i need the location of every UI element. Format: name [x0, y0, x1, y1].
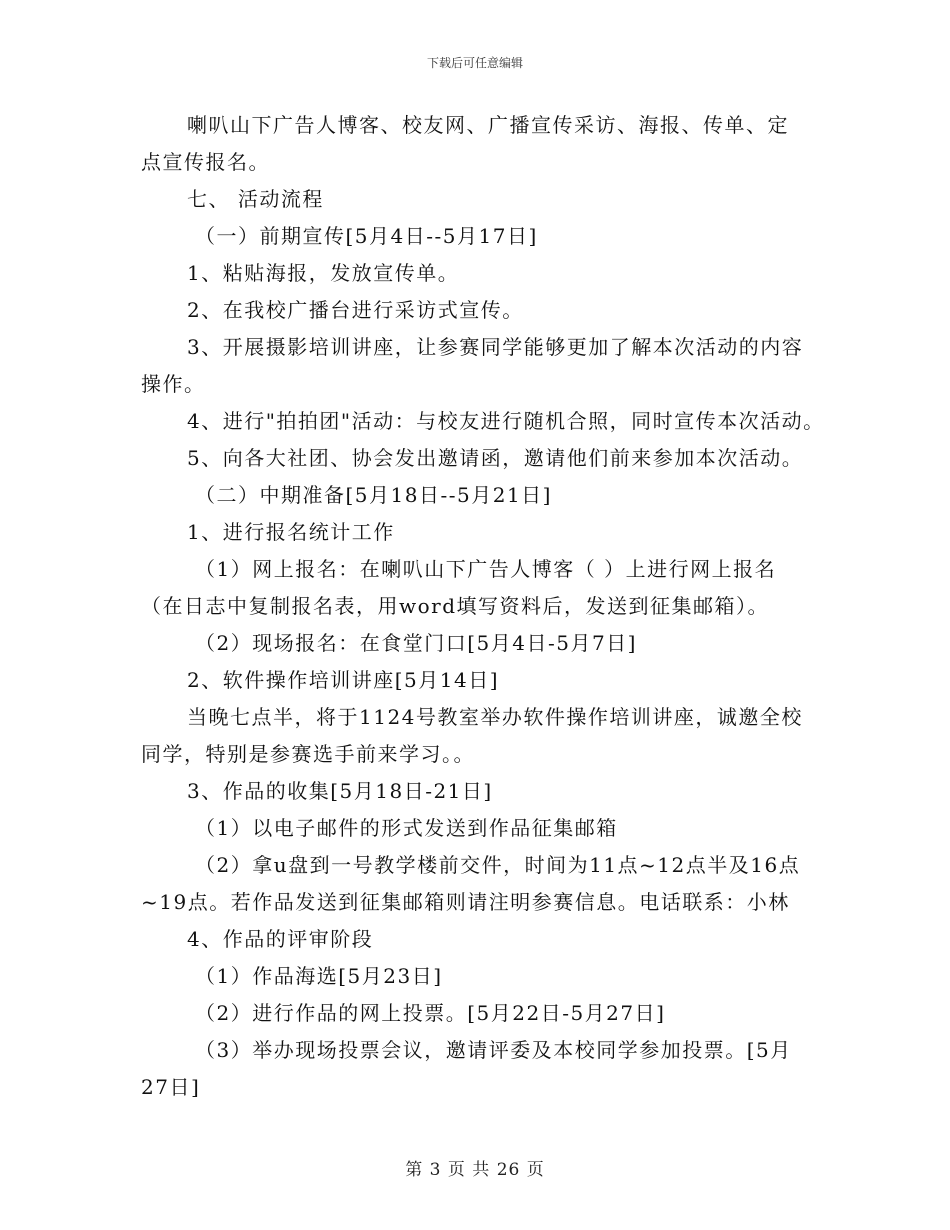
paragraph-line: 操作。 — [141, 372, 206, 396]
section-heading: 七、 活动流程 — [187, 187, 324, 211]
document-body — [141, 107, 841, 1106]
list-item: 2、软件操作培训讲座[5月14日] — [187, 668, 500, 692]
page-header: 下载后可任意编辑 — [426, 56, 523, 70]
list-item: 3、作品的收集[5月18日-21日] — [187, 779, 493, 803]
sub-list-item: （2）拿u盘到一号教学楼前交件，时间为11点~12点半及16点 — [195, 853, 801, 877]
sub-list-item: （3）举办现场投票会议，邀请评委及本校同学参加投票。[5月 — [195, 1038, 792, 1062]
list-item: 2、在我校广播台进行采访式宣传。 — [187, 298, 524, 322]
page-footer: 第 3 页 共 26 页 — [405, 1160, 545, 1180]
paragraph-line: 当晚七点半，将于1124号教室举办软件操作培训讲座，诚邀全校 — [187, 705, 803, 729]
list-item: 4、进行"拍拍团"活动：与校友进行随机合照，同时宣传本次活动。 — [187, 409, 825, 433]
list-item: 1、进行报名统计工作 — [187, 520, 395, 544]
list-item: 5、向各大社团、协会发出邀请函，邀请他们前来参加本次活动。 — [187, 446, 804, 470]
sub-list-item: （1）作品海选[5月23日] — [195, 964, 443, 988]
list-item: 3、开展摄影培训讲座，让参赛同学能够更加了解本次活动的内容 — [187, 335, 804, 359]
paragraph-line: 同学，特别是参赛选手前来学习。。 — [141, 742, 475, 766]
sub-list-item: （2）进行作品的网上投票。[5月22日-5月27日] — [195, 1001, 666, 1025]
paragraph-line: 27日] — [141, 1075, 201, 1099]
paragraph-line: 喇叭山下广告人博客、校友网、广播宣传采访、海报、传单、定 — [187, 113, 789, 137]
list-item: 4、作品的评审阶段 — [187, 927, 374, 951]
subsection-heading: （一）前期宣传[5月4日--5月17日] — [195, 224, 538, 248]
paragraph-line: ~19点。若作品发送到征集邮箱则请注明参赛信息。电话联系：小林 — [141, 890, 790, 914]
subsection-heading: （二）中期准备[5月18日--5月21日] — [195, 483, 552, 507]
list-item: 1、粘贴海报，发放宣传单。 — [187, 261, 460, 285]
sub-list-item: （2）现场报名：在食堂门口[5月4日-5月7日] — [195, 631, 637, 655]
paragraph-line: （在日志中复制报名表，用word填写资料后，发送到征集邮箱）。 — [141, 594, 770, 618]
paragraph-line: 点宣传报名。 — [141, 150, 270, 174]
sub-list-item: （1）以电子邮件的形式发送到作品征集邮箱 — [195, 816, 618, 840]
sub-list-item: （1）网上报名：在喇叭山下广告人博客（ ）上进行网上报名 — [195, 557, 777, 581]
